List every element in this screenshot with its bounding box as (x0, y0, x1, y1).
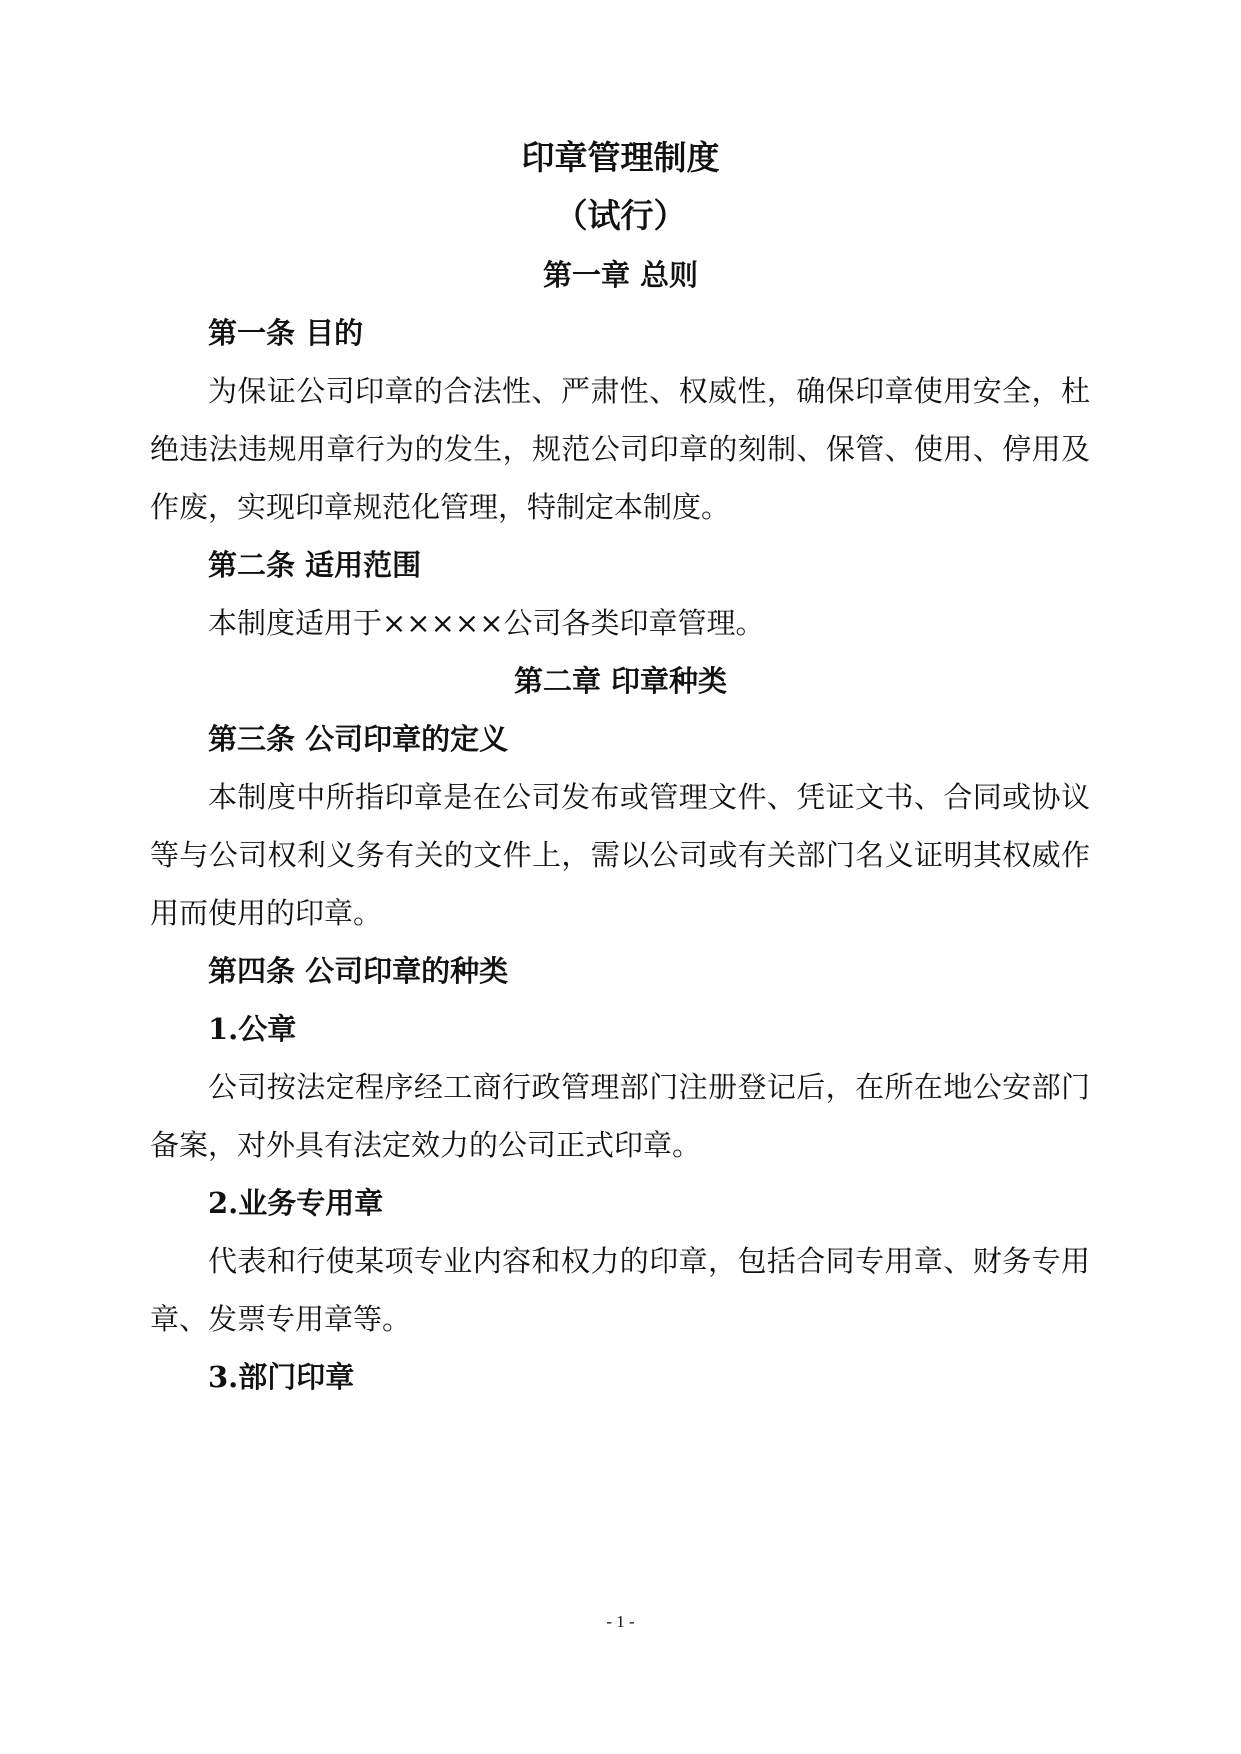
item-2-text-line-1: 代表和行使某项专业内容和权力的印章，包括合同专用章、财务专用 (208, 1244, 1090, 1278)
document-subtitle: （试行） (554, 196, 687, 235)
article-3-text-line-1: 本制度中所指印章是在公司发布或管理文件、凭证文书、合同或协议 (208, 780, 1090, 814)
article-1-text-line-2: 绝违法违规用章行为的发生，规范公司印章的刻制、保管、使用、停用及 (150, 432, 1090, 466)
item-3-heading: 3.部门印章 (208, 1360, 355, 1394)
item-2-heading: 2.业务专用章 (208, 1186, 384, 1220)
article-3-text-line-3: 用而使用的印章。 (150, 896, 383, 930)
item-1-text-line-1: 公司按法定程序经工商行政管理部门注册登记后，在所在地公安部门 (208, 1070, 1090, 1104)
chapter-2-heading: 第二章 印章种类 (513, 664, 728, 698)
article-2-heading: 第二条 适用范围 (208, 548, 422, 582)
article-2-text-line-1: 本制度适用于×××××公司各类印章管理。 (208, 606, 765, 640)
article-1-text-line-3: 作废，实现印章规范化管理，特制定本制度。 (150, 490, 731, 524)
article-1-text-line-1: 为保证公司印章的合法性、严肃性、权威性，确保印章使用安全，杜 (208, 374, 1090, 408)
article-1-heading: 第一条 目的 (208, 316, 364, 350)
item-1-text-line-2: 备案，对外具有法定效力的公司正式印章。 (150, 1128, 702, 1162)
article-3-heading: 第三条 公司印章的定义 (208, 722, 509, 756)
document-title: 印章管理制度 (521, 138, 720, 177)
item-2-text-line-2: 章、发票专用章等。 (150, 1302, 412, 1336)
article-3-text-line-2: 等与公司权利义务有关的文件上，需以公司或有关部门名义证明其权威作 (150, 838, 1090, 872)
item-1-heading: 1.公章 (208, 1012, 297, 1046)
article-4-heading: 第四条 公司印章的种类 (208, 954, 509, 988)
chapter-1-heading: 第一章 总则 (542, 258, 699, 292)
page-number: - 1 - (606, 1612, 635, 1631)
